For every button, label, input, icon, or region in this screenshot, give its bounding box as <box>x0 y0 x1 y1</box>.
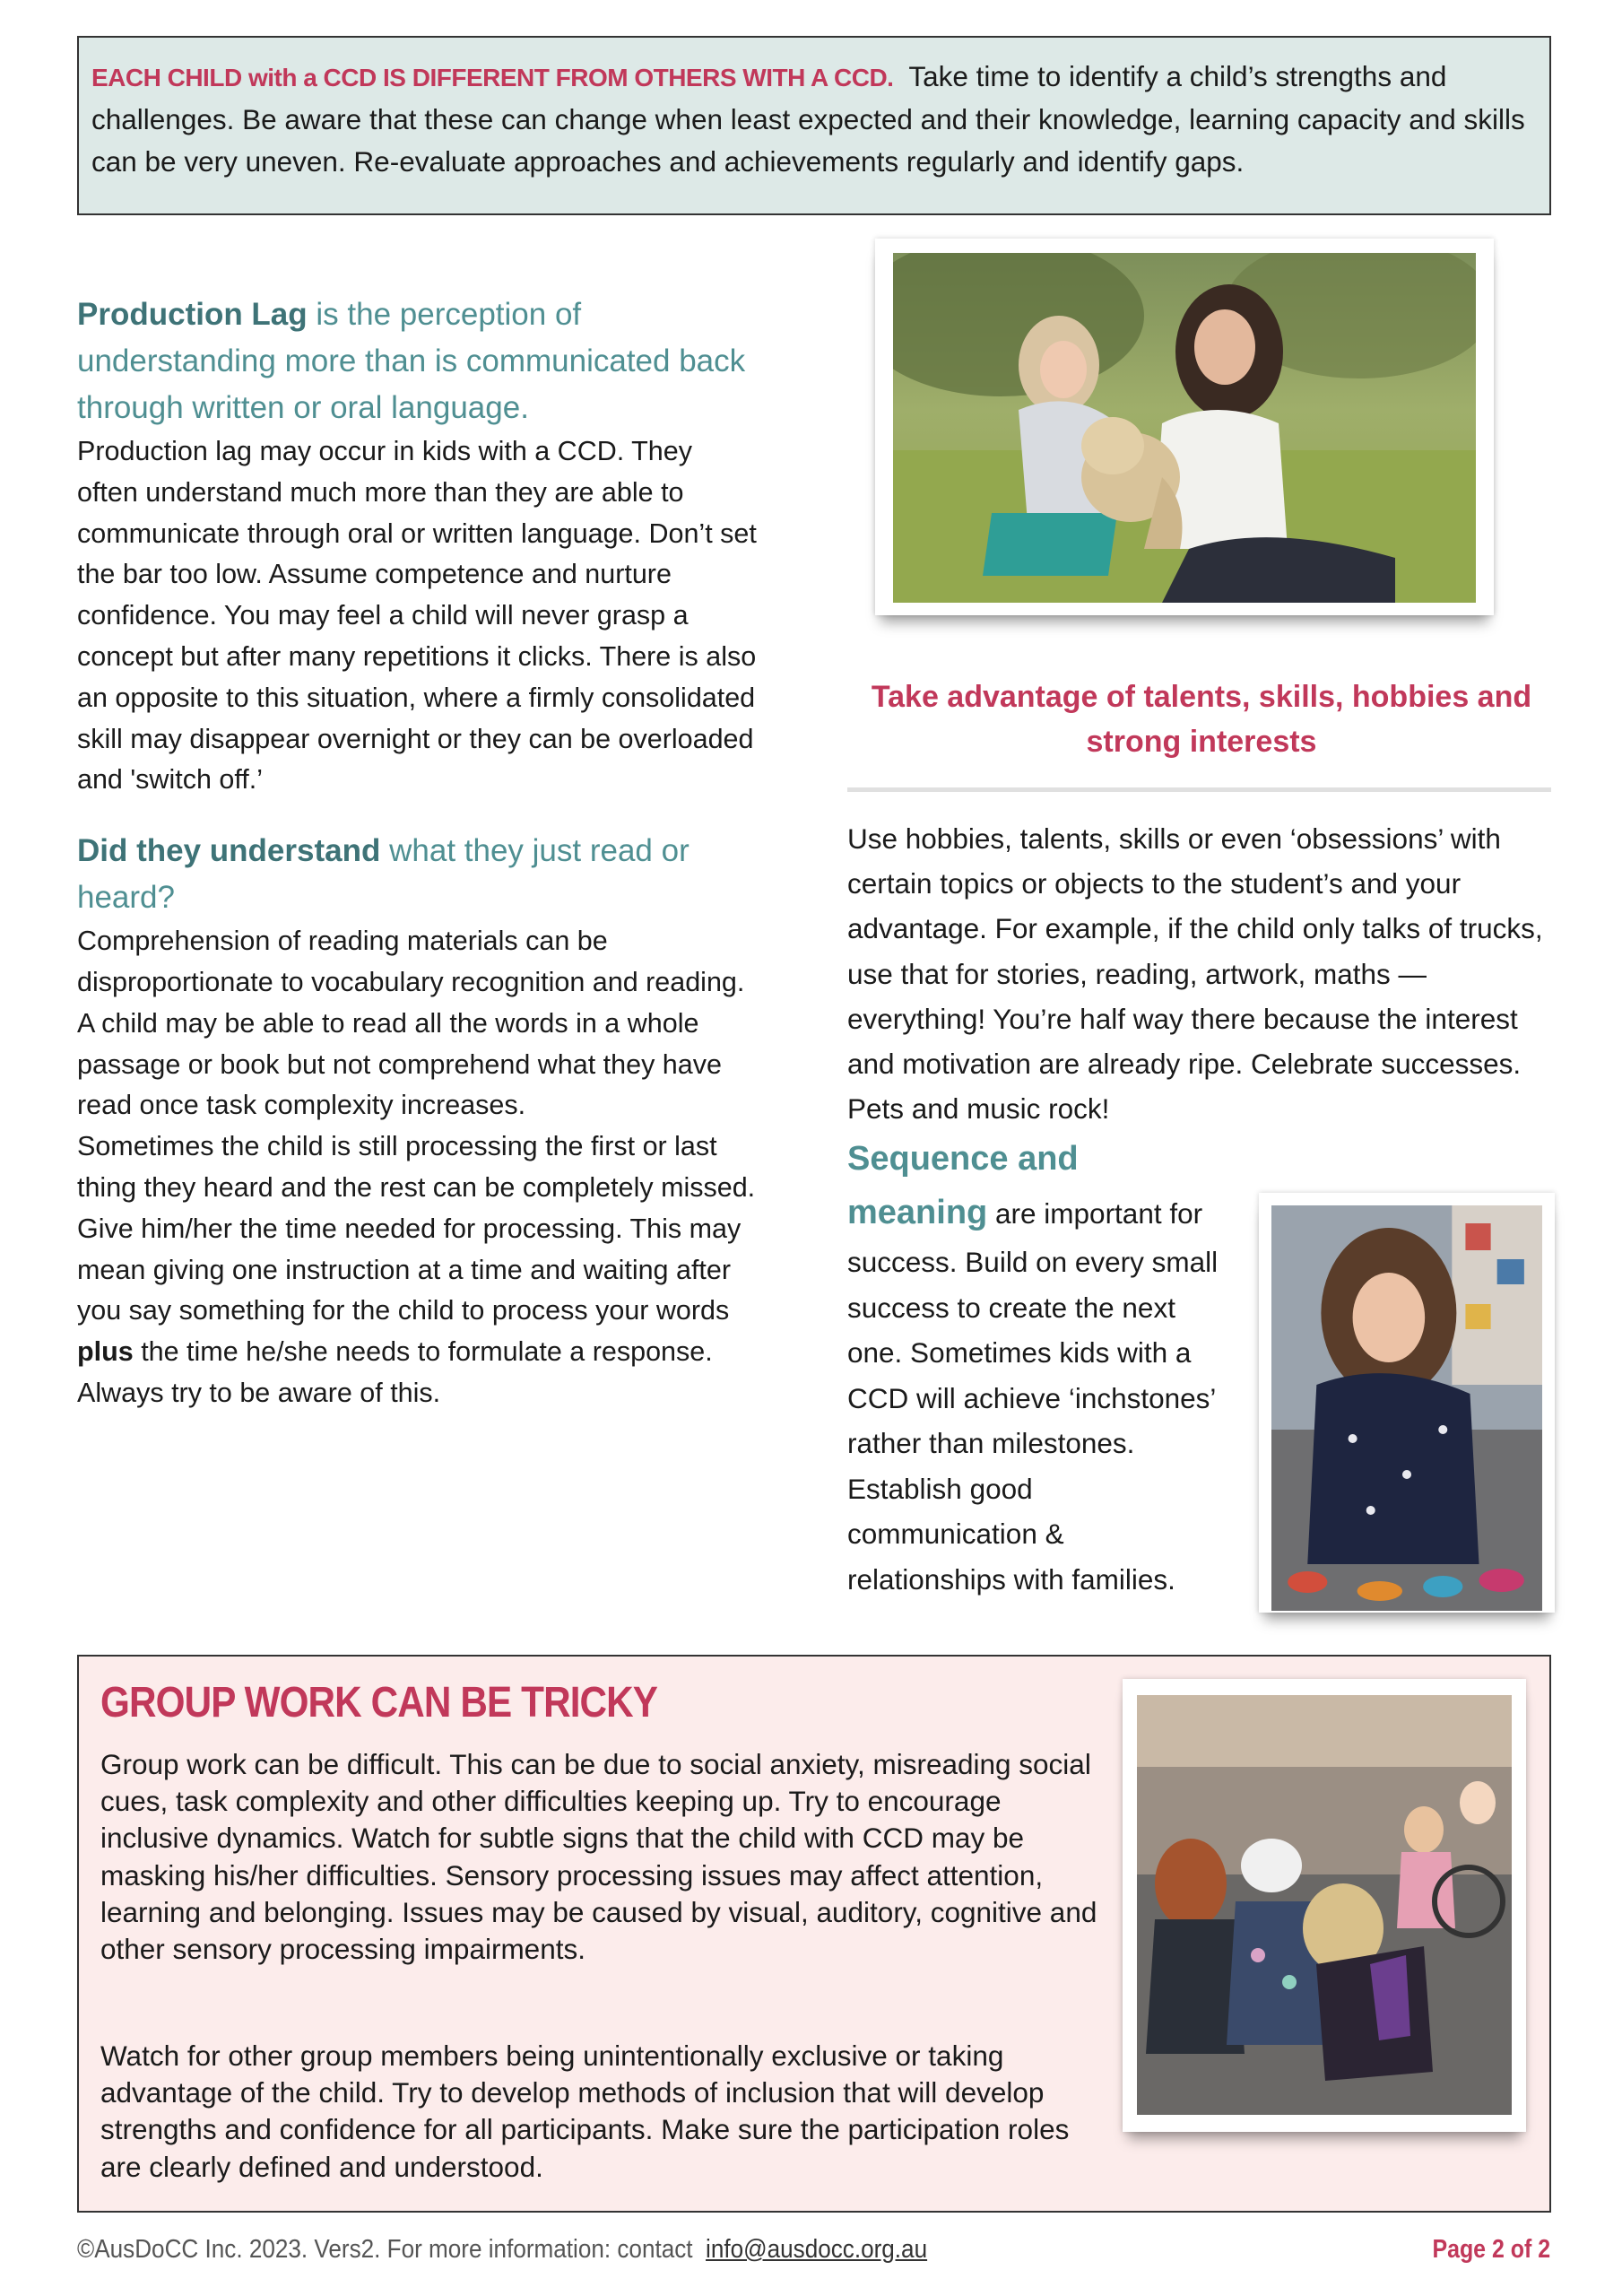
photo-group-children-image <box>1137 1695 1512 2115</box>
banner-text: Take time to identify a child’s strengths and challenges. Be aware that these can change when least expected and their knowledge, learning capacity and skills can be very uneven. Re-evaluate approaches and achievements regularly and identify gaps. <box>91 60 1525 178</box>
understand-heading-bold: Did they understand <box>77 833 381 869</box>
intro-banner <box>77 36 1551 215</box>
footer-text: ©AusDoCC Inc. 2023. Vers2. For more information: contact <box>77 2235 693 2264</box>
understand-body-2-bold: plus <box>77 1336 134 1368</box>
production-lag-heading <box>77 291 759 431</box>
banner-lead: EACH CHILD with a CCD IS DIFFERENT FROM OTHERS WITH A CCD. <box>91 64 894 91</box>
photo-girl-woman-dog <box>875 239 1494 615</box>
group-work-paragraph-2: Watch for other group members being unintentionally exclusive or taking advantage of the child. Try to develop methods of inclusion that will develop strengths and confidence for all participants. Make sure the participation roles are clearly defined and understood. <box>100 2039 1070 2183</box>
understand-heading <box>77 828 759 921</box>
production-lag-body: Production lag may occur in kids with a CCD. They often understand much more than they are able to communicate through oral or written language. Don’t set the bar too low. Assume competence and nurture confidence. You may feel a child will never grasp a concept but after many repetitions it clicks. There is also an opposite to this situation, where a firmly consolidated skill may disappear overnight or they can be overloaded and 'switch off.’ <box>77 436 757 796</box>
photo-girl-woman-dog-image <box>893 253 1476 603</box>
sequence-section <box>847 1132 1224 1602</box>
understand-body-2 <box>77 1126 759 1414</box>
understand-heading-rest: what they just read or heard? <box>77 833 690 916</box>
talents-body: Use hobbies, talents, skills or even ‘obsessions’ with certain topics or objects to the student’s and your advantage. For example, if the child only talks of trucks, use that for stories, reading, artwork, maths — everything! You’re half way there because the interest and motivation are already ripe. Celebrate successes. Pets and music rock! <box>847 822 1543 1126</box>
understand-body-2a: Sometimes the child is still processing the first or last thing they heard and the rest can be completely missed. Give him/her the time needed for processing. This may mean giving one instruction at a time and waiting after you say something for the child to process your words <box>77 1131 756 1326</box>
sequence-body: are important for success. Build on every small success to create the next one. Sometimes kids with a CCD will achieve ‘inchstones’ rather than milestones. Establish good communication & relationships with families. <box>847 1197 1219 1596</box>
group-work-paragraph-1: Group work can be difficult. This can be due to social anxiety, misreading social cues, task complexity and other difficulties keeping up. Try to encourage inclusive dynamics. Watch for subtle signs that the child with CCD may be masking his/her difficulties. Sensory processing issues may affect attention, learning and belonging. Issues may be caused by visual, auditory, cognitive and other sensory processing impairments. <box>100 1748 1097 1966</box>
sequence-heading-1: Sequence and <box>847 1140 1079 1178</box>
talents-heading: Take advantage of talents, skills, hobbies and strong interests <box>871 680 1532 759</box>
photo-girl-playdough-image <box>1271 1205 1542 1611</box>
sequence-heading-2: meaning <box>847 1194 988 1231</box>
footer-info <box>77 2231 927 2267</box>
page-number: Page 2 of 2 <box>1432 2235 1550 2264</box>
understand-body-2b: the time he/she needs to formulate a response. Always try to be aware of this. <box>77 1336 713 1408</box>
photo-girl-playdough <box>1259 1193 1555 1613</box>
left-column <box>77 291 759 1414</box>
understand-body-1: Comprehension of reading materials can be disproportionate to vocabulary recognition and reading. A child may be able to read all the words in a whole passage or book but not comprehend what they have read once task complexity increases. <box>77 926 745 1121</box>
production-lag-heading-rest: is the perception of understanding more than is communicated back through written or oral language. <box>77 297 746 425</box>
talents-divider <box>847 787 1551 792</box>
footer-email-link[interactable]: info@ausdocc.org.au <box>706 2235 928 2264</box>
production-lag-heading-bold: Production Lag <box>77 297 308 332</box>
photo-group-children <box>1123 1679 1526 2132</box>
group-work-title: GROUP WORK CAN BE TRICKY <box>100 1679 658 1726</box>
